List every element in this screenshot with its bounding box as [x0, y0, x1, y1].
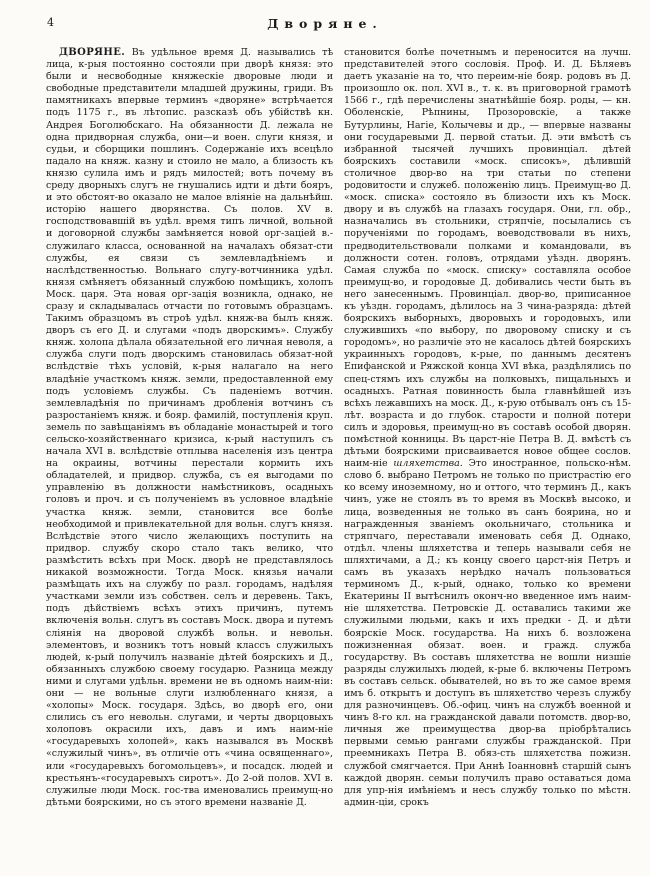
- article-paragraph-right: [344, 47, 631, 809]
- running-title: Дворяне.: [267, 16, 383, 31]
- page-header: [0, 0, 650, 42]
- right-column-text-after-italic: . Это иностранное, польско-нѣм. слово б. выбрано Петромъ не только по пристрастію его ко всему иноземному, но и оттого, что терминъ Д., какъ чинъ, уже не стоялъ въ то время въ Москвѣ высоко, и лица, возведенныя не только въ санъ боярина, но и награжденныя званіемъ окольничаго, стольника и стряпчаго, переставали именовать себя Д. Однако, отдѣл. члены шляхетства и теперь называли себя не шляхтичами, а Д.; къ концу своего царст-нія Петръ и самъ въ указахъ нерѣдко началъ пользоваться терминомъ Д., к-рый, однако, только ко времени Екатерины II вытѣснилъ оконч-но введенное имъ наим-ніе шляхетства. Петровскіе Д. оставались такими же служилыми людьми, какъ и ихъ предки - Д. и дѣти боярскіе Моск. государства. На нихъ б. возложена пожизненная обязат. воен. и гражд. служба государству. Въ составъ шляхетства не вошли низшіе разряды служилыхъ людей, к-рые б. включены Петромъ въ составъ сельск. обывателей, но въ то же самое время имъ б. открытъ и доступъ въ шляхетство черезъ службу для разночинцевъ. Об.-офиц. чинъ на службѣ военной и чинъ 8-го кл. на гражданской давали потомств. двор-во, личныя же преимущества двор-ва пріобрѣтались первыми семью рангами службы гражданской. При преемникахъ Петра В. обяз-сть шляхетства пожизн. службой смягчается. При Аннѣ Іоанновнѣ старшій сынъ каждой дворян. семьи получилъ право оставаться дома для упр-нія имѣніемъ и несъ службу только по мѣстн. админ-ціи, срокъ: [344, 458, 631, 808]
- left-column: [46, 47, 333, 861]
- article-headword: ДВОРЯНЕ.: [59, 47, 126, 58]
- article-paragraph-left: [46, 47, 333, 809]
- page-number: 4: [47, 16, 54, 29]
- italic-term-shlyakhetstvo: шляхетства: [393, 458, 460, 470]
- text-columns: [0, 45, 650, 861]
- right-column: [344, 47, 631, 861]
- left-column-text: Въ удѣльное время Д. назывались тѣ лица, к-рыя постоянно состояли при дворѣ князя: это были и несвободные княжескіе дворовые люди и свободные представители младшей дружины, гриди. Въ памятникахъ впервые терминъ «дворяне» встрѣчается подъ 1175 г., въ лѣтопис. разсказѣ объ убійствѣ кн. Андрея Боголюбскаго. На обязанности Д. лежала не одна придворная служба, они—и воен. слуги князя, и судьи, и сборщики пошлинъ. Содержаніе ихъ всецѣло падало на княж. казну и стоило не мало, а близость къ князю сулила имъ и рядъ милостей; вотъ почему въ среду дворныхъ слугъ не гнушались идти и дѣти бояръ, и это обстоят-во оказало не малое вліяніе на дальнѣйш. исторію нашего дворянства. Съ полов. XV в. господствовавшій въ удѣл. время типъ личной, вольной и договорной службы замѣняется новой орг-заціей в.-служилаго класса, основанной на началахъ обязат-сти службы, ея связи съ землевладѣніемъ и наслѣдственностью. Вольнаго слугу-вотчинника удѣл. князя смѣняетъ обязанный службою помѣщикъ, холопъ Моск. царя. Эта новая орг-зація возникла, однако, не сразу и складывалась отчасти по готовымъ образцамъ. Такимъ образцомъ въ строѣ удѣл. княж-ва былъ княж. дворъ съ его Д. и слугами «подъ дворскимъ». Службу княж. холопа дѣлала обязательной его личная неволя, а служба слуги подъ дворскимъ становилась обязат-ной вслѣдствіе тѣхъ условій, к-рыя налагало на него владѣніе участкомъ княж. земли, предоставленной ему подъ условіемъ службы. Съ паденіемъ вотчин. землевладѣнія по причинамъ дробленія вотчинъ съ разростаніемъ княж. и бояр. фамилій, поступленія круп. земель по завѣщаніямъ въ обладаніе монастырей и того сельско-хозяйственнаго кризиса, к-рый наступилъ съ начала XVI в. вслѣдствіе отплыва населенія изъ центра на окраины, вотчины перестали кормить ихъ обладателей, и придвор. служба, съ ея выгодами по управленію въ должности намѣстниковъ, осадныхъ головъ и проч. и съ полученіемъ въ условное владѣніе участка княж. земли, становится все болѣе необходимой и привлекательной для вольн. слугъ князя. Вслѣдствіе этого число желающихъ поступить на придвор. службу скоро стало такъ велико, что размѣстить всѣхъ при Моск. дворѣ не представлялось никакой возможности. Тогда Моск. князья начали размѣщать ихъ на службу по разл. городамъ, надѣляя участками земли изъ собствен. селъ и деревень. Такъ, подъ дѣйствіемъ всѣхъ этихъ причинъ, путемъ включенія вольн. слугъ въ составъ Моск. двора и путемъ сліянія на дворовой службѣ вольн. и невольн. элементовъ, и возникъ тотъ новый классъ служилыхъ людей, к-рый получилъ названіе дѣтей боярскихъ и Д., обязанныхъ службою своему государю. Разница между ними и слугами удѣльн. времени не въ одномъ наим-ніи: они — не вольные слуги излюбленнаго князя, а «холопы» Моск. государя. Здѣсь, во дворѣ его, они слились съ его невольн. слугами, и черты дворцовыхъ холоповъ окрасили ихъ, давъ и имъ наим-ніе «государевыхъ холопей», какъ назывался въ Москвѣ «служилый чинъ», въ отличіе отъ «чина освященнаго», или «государевыхъ богомольцевъ», и посадск. людей и крестьянъ-«государевыхъ сиротъ». До 2-ой полов. XVI в. служилые люди Моск. гос-тва именовались преимущ-но дѣтьми боярскими, но съ этого времени названіе Д.: [46, 47, 333, 808]
- right-column-text-before-italic: становится болѣе почетнымъ и переносится на лучш. представителей этого сословія. Проф. И. Д. Бѣляевъ даетъ указаніе на то, что переим-ніе бояр. родовъ въ Д. произошло ок. пол. XVI в., т. к. въ приговорной грамотѣ 1566 г., гдѣ перечислены знатнѣйшіе бояр. роды, — кн. Оболенскіе, Рѣпнины, Прозоровскіе, а также Бутурлины, Нагіе, Колычевы и др., — впервые названы они государевыми Д. первой статьи. Д. эти вмѣстѣ съ избранной тысячей лучшихъ провинціал. дѣтей боярскихъ составили «моск. списокъ», дѣлившій столичное двор-во на три статьи по степени родовитости и служеб. положенію лицъ. Преимущ-во Д. «моск. списка» состояло въ близости ихъ къ Моск. двору и въ службѣ на глазахъ государя. Они, гл. обр., назначались въ стольники, стряпчіе, посылались съ порученіями по городамъ, воеводствовали въ нихъ, предводительствовали полками и командовали, въ должности сотен. головъ, отрядами уѣздн. дворянъ. Самая служба по «моск. списку» составляла особое преимущ-во, и городовые Д. добивались чести быть въ него занесеннымъ. Провинціал. двор-во, приписанное къ уѣздн. городамъ, дѣлилось на 3 чина-разряда: дѣтей боярскихъ выборныхъ, дворовыхъ и городовыхъ, или служившихъ «по выбору, по дворовому списку и съ городомъ», но различіе это не касалось дѣтей боярскихъ украинныхъ городовъ, к-рые, по даннымъ десятенъ Епифанской и Ряжской конца XVI вѣка, раздѣлялись по спец-стямъ ихъ службы на полковыхъ, пищальныхъ и осадныхъ. Ратная повинность была главнѣйшей изъ всѣхъ лежавшихъ на моск. Д., к-рую отбывалъ онъ съ 15-лѣт. возраста и до глубок. старости и полной потери силъ и здоровья, преимущ-но въ составѣ особой дворян. помѣстной конницы. Въ царст-ніе Петра В. Д. вмѣстѣ съ дѣтьми боярскими присваивается новое общее сослов. наим-ніе: [344, 47, 631, 470]
